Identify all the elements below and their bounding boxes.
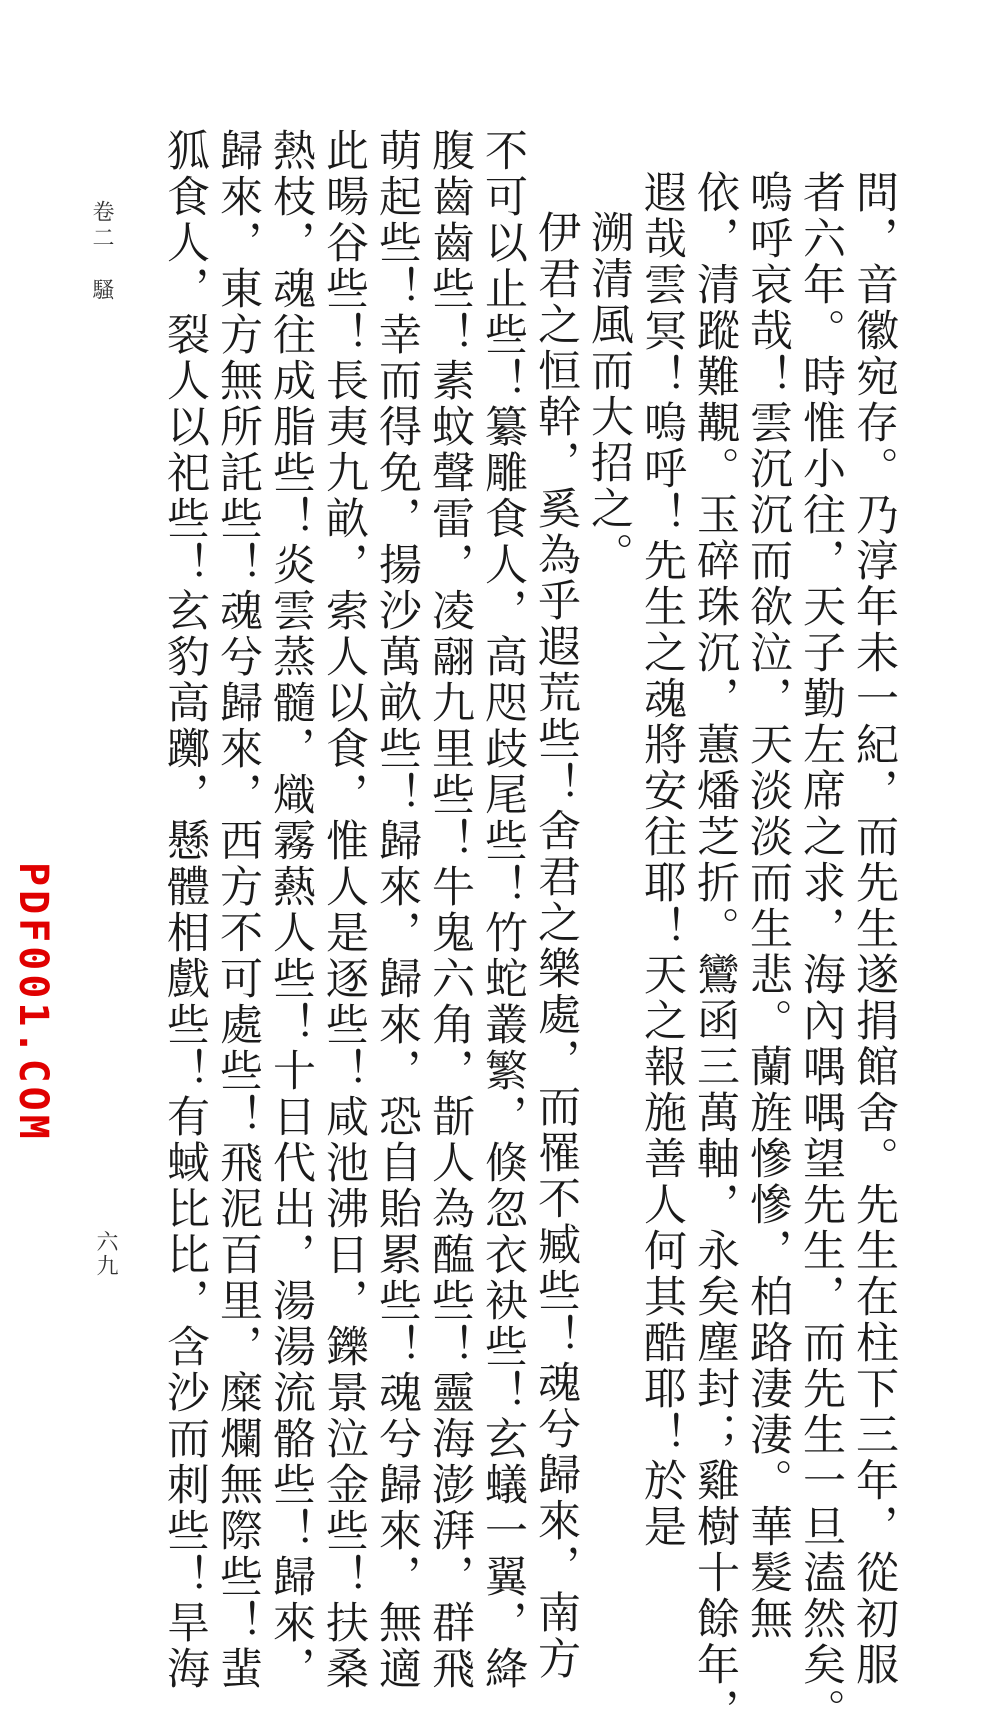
text-column-7: 伊君之恒幹，奚為乎遐荒些！舍君之樂處，而罹不臧些！魂兮歸來，南方	[531, 210, 581, 1682]
text-column-9: 腹齒齒些！素蚊聲雷，凌翮九里些！牛鬼六角，斮人為醢些！靈海澎湃，群飛	[425, 128, 475, 1692]
page-number: 六九	[93, 1230, 118, 1278]
text-column-11: 此暘谷些！長夷九畝，索人以食，惟人是逐些！咸池沸日，鑠景泣金些！扶桑	[319, 128, 369, 1692]
text-column-12: 熱枝，魂往成脂些！炎雲蒸髓，熾霧爇人些！十日代出，湯湯流骼些！歸來，	[266, 128, 316, 1692]
text-column-3: 嗚呼哀哉！雲沉沉而欲泣，天淡淡而生悲。蘭旌慘慘，柏路淒淒。華髮無	[743, 170, 793, 1642]
text-column-14: 狐食人，裂人以祀些！玄豹高躑，懸體相戲些！有蜮比比，含沙而刺些！旱海	[160, 128, 210, 1692]
watermark: PDF001.COM	[10, 862, 56, 1143]
text-column-5: 遐哉雲冥！嗚呼！先生之魂將安往耶！天之報施善人何其酷耶！於是	[637, 170, 687, 1550]
text-column-8: 不可以止些！纂雕食人，高咫歧尾些！竹蛇叢繁，倏忽衣袂些！玄蟻一翼，絳	[478, 128, 528, 1692]
text-column-13: 歸來，東方無所託些！魂兮歸來，西方不可處些！飛泥百里，糜爛無際些！蜚	[213, 128, 263, 1692]
text-column-1: 問，音徽宛存。乃淳年未一紀，而先生遂捐館舍。先生在柱下三年，從初服	[849, 170, 899, 1688]
text-column-6: 溯清風而大招之。	[584, 210, 634, 578]
text-column-2: 者六年。時惟小往，天子勤左席之求，海內喁喁望先生，而先生一旦溘然矣。	[796, 170, 846, 1734]
running-head: 卷二 騷	[89, 200, 114, 304]
text-column-4: 依，清蹤難覯。玉碎珠沉，蕙燔芝折。鸞函三萬軸，永矣塵封；雞樹十餘年，	[690, 170, 740, 1734]
text-column-10: 萌起些！幸而得免，揚沙萬畝些！歸來，歸來，恐自貽累些！魂兮歸來，無適	[372, 128, 422, 1692]
